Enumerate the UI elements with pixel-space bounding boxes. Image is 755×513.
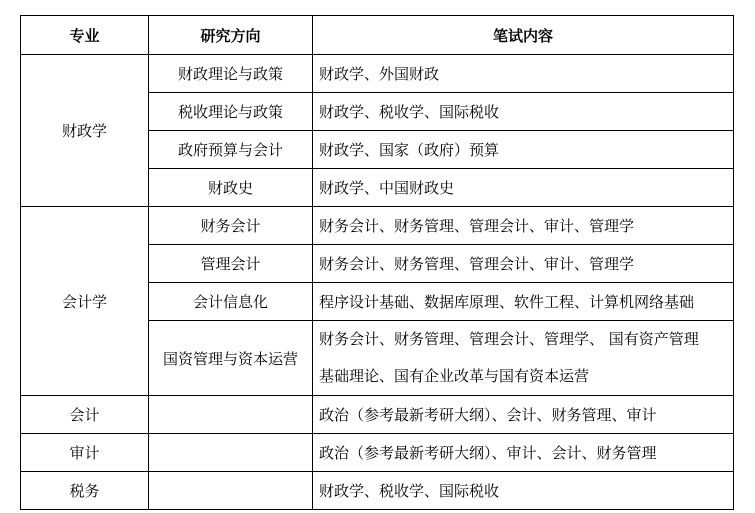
content-cell: 财政学、税收学、国际税收 — [313, 93, 734, 131]
content-cell: 财务会计、财务管理、管理会计、审计、管理学 — [313, 207, 734, 245]
table-row — [21, 472, 734, 510]
direction-cell: 税收理论与政策 — [149, 93, 313, 131]
exam-content-table — [20, 15, 734, 510]
content-cell: 财政学、国家（政府）预算 — [313, 131, 734, 169]
direction-cell: 财政理论与政策 — [149, 55, 313, 93]
content-cell: 财政学、税收学、国际税收 — [313, 472, 734, 510]
header-major: 专业 — [21, 16, 149, 55]
direction-cell: 财政史 — [149, 169, 313, 207]
major-cell: 税务 — [21, 472, 149, 510]
table-row — [21, 207, 734, 245]
table-row — [21, 55, 734, 93]
table-row — [21, 434, 734, 472]
direction-cell: 会计信息化 — [149, 283, 313, 321]
table-row — [21, 396, 734, 434]
header-row — [21, 16, 734, 55]
header-content: 笔试内容 — [313, 16, 734, 55]
direction-cell — [149, 396, 313, 434]
header-direction: 研究方向 — [149, 16, 313, 55]
major-cell: 财政学 — [21, 55, 149, 207]
content-line: 财务会计、财务管理、管理会计、管理学、 国有资产管理 — [319, 330, 699, 348]
content-cell: 财政学、中国财政史 — [313, 169, 734, 207]
major-cell: 会计学 — [21, 207, 149, 396]
content-cell: 程序设计基础、数据库原理、软件工程、计算机网络基础 — [313, 283, 734, 321]
major-cell: 会计 — [21, 396, 149, 434]
direction-cell: 国资管理与资本运营 — [149, 321, 313, 396]
content-cell: 财务会计、财务管理、管理会计、审计、管理学 — [313, 245, 734, 283]
direction-cell: 政府预算与会计 — [149, 131, 313, 169]
direction-cell — [149, 472, 313, 510]
content-cell — [313, 321, 734, 396]
direction-cell: 管理会计 — [149, 245, 313, 283]
content-cell: 财政学、外国财政 — [313, 55, 734, 93]
content-cell: 政治（参考最新考研大纲）、审计、会计、财务管理 — [313, 434, 734, 472]
content-cell: 政治（参考最新考研大纲）、会计、财务管理、审计 — [313, 396, 734, 434]
direction-cell: 财务会计 — [149, 207, 313, 245]
content-line: 基础理论、国有企业改革与国有资本运营 — [319, 367, 590, 385]
major-cell: 审计 — [21, 434, 149, 472]
direction-cell — [149, 434, 313, 472]
